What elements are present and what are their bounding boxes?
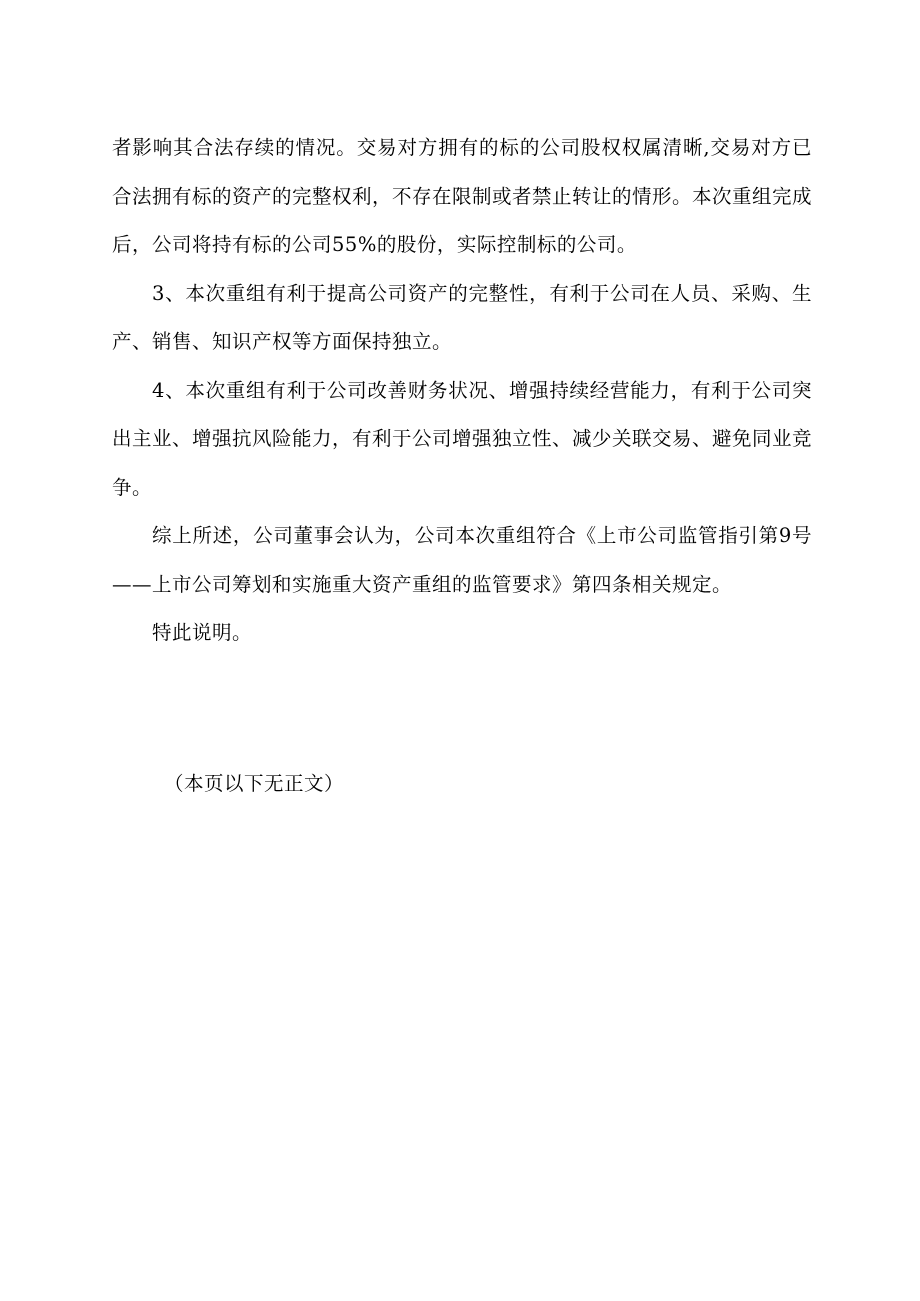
paragraph-conclusion: 综上所述，公司董事会认为，公司本次重组符合《上市公司监管指引第9号——上市公司筹划和实施重大资产重组的监管要求》第四条相关规定。 [112,524,812,596]
no-further-text-note: （本页以下无正文） [164,772,345,795]
paragraph-item-3: 3、本次重组有利于提高公司资产的完整性，有利于公司在人员、采购、生产、销售、知识产权等方面保持独立。 [112,281,812,353]
paragraph-item-4: 4、本次重组有利于公司改善财务状况、增强持续经营能力，有利于公司突出主业、增强抗风险能力，有利于公司增强独立性、减少关联交易、避免同业竞争。 [112,378,813,499]
paragraph-closing: 特此说明。 [152,621,253,644]
document-body [112,124,812,658]
paragraph-continuation: 者影响其合法存续的情况。交易对方拥有的标的公司股权权属清晰,交易对方已合法拥有标的资产的完整权利，不存在限制或者禁止转让的情形。本次重组完成后，公司将持有标的公司55%的股份，实际控制标的公司。 [112,136,813,256]
